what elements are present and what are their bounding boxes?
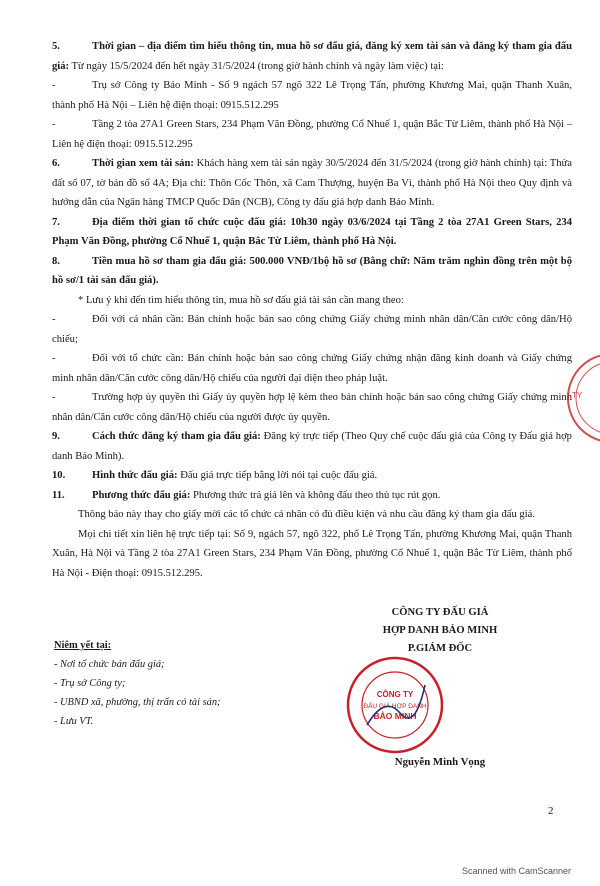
numbered-item: [52, 252, 572, 291]
numbered-item: [52, 154, 572, 213]
bullet-text: Đối với tổ chức cần: Bản chính hoặc bản sao công chứng Giấy chứng nhận đăng kinh doanh và Giấy chứng minh nhân dân/Căn cước công dân/Hộ chiếu của người đại diện theo pháp luật.: [52, 353, 572, 384]
item-number: 8.: [52, 255, 60, 267]
notice-line: - Lưu VT.: [54, 716, 94, 727]
numbered-item: [52, 37, 572, 76]
item-text: Khách hàng xem tài sản ngày 30/5/2024 đến 31/5/2024 (trong giờ hành chính) tại: Thửa đất số 07, tờ bản đồ số 4A; Địa chỉ: Thôn Cốc Thôn, xã Cam Thượng, huyện Ba Vì, thành phố Hà Nội theo Quy định và hướng dẫn của Ngân hàng TMCP Quốc Dân (NCB), Công ty đấu giá hợp danh Bảo Minh.: [52, 158, 572, 208]
scanner-footer: Scanned with CamScanner: [462, 866, 572, 876]
item-number: 5.: [52, 41, 60, 52]
bullet-item: [52, 349, 572, 388]
item-text: Từ ngày 15/5/2024 đến hết ngày 31/5/2024 (trong giờ hành chính và ngày làm việc) tại:: [69, 60, 444, 72]
bullet-text: Trụ sở Công ty Bảo Minh - Số 9 ngách 57 ngõ 322 Lê Trọng Tấn, phường Khương Mai, quận Thanh Xuân, thành phố Hà Nội – Liên hệ điện thoại: 0915.512.295: [52, 80, 572, 111]
item-number: 7.: [52, 216, 60, 228]
item-number: 6.: [52, 158, 60, 169]
bullet-text: Đối với cá nhân cần: Bản chính hoặc bản sao công chứng Giấy chứng minh nhân dân/Căn cước công dân/Hộ chiếu;: [52, 314, 572, 345]
item-heading: Thời gian xem tài sản:: [92, 158, 194, 169]
company-seal: [345, 655, 445, 755]
seal-line-1: CÔNG TY: [376, 690, 414, 699]
signer-role: P.GIÁM ĐỐC: [407, 643, 473, 654]
paragraph: * Lưu ý khi đến tìm hiểu thông tin, mua hồ sơ đấu giá tài sản cần mang theo:: [78, 294, 404, 306]
item-heading: Tiền mua hồ sơ tham gia đấu giá: 500.000 VNĐ/1bộ hồ sơ (Bằng chữ: Năm trăm nghìn đồng trên một bộ hồ sơ/1 tài sản đấu giá).: [52, 255, 572, 286]
signature-block: [330, 604, 550, 658]
item-heading: Thời gian – địa điểm tìm hiểu thông tin, mua hồ sơ đấu giá, đăng ký xem tài sản và đăng ký tham gia đấu giá:: [52, 41, 572, 72]
document-body: [52, 37, 572, 583]
bullet-dash: -: [52, 353, 56, 364]
paragraph: Mọi chi tiết xin liên hệ trực tiếp tại: Số 9, ngách 57, ngõ 322, phố Lê Trọng Tấn, phường Khương Mai, quận Thanh Xuân, Hà Nội và Tầng 2 tòa 27A1 Green Stars, 234 Phạm Văn Đồng, phường Cổ Nhuế 1, quận Bắc Từ Liêm, thành phố Hà Nội - Điện thoại: 0915.512.295.: [52, 528, 572, 579]
seal-line-3: BẢO MINH: [373, 711, 417, 721]
item-heading: Hình thức đấu giá:: [92, 470, 178, 481]
bullet-dash: -: [52, 119, 56, 130]
numbered-item: [52, 466, 572, 486]
bullet-item: [52, 115, 572, 154]
item-heading: Địa điểm thời gian tổ chức cuộc đấu giá: 10h30 ngày 03/6/2024 tại Tầng 2 tòa 27A1 Green Stars, 234 Phạm Văn Đồng, phường Cổ Nhuế 1, quận Bắc Từ Liêm, thành phố Hà Nội.: [52, 216, 572, 247]
bullet-text: Trường hợp ủy quyền thì Giấy ủy quyền hợp lệ kèm theo bản chính hoặc bản sao công chứng Giấy chứng minh nhân dân/Căn cước công dân/Hộ chiếu của người được ủy quyền.: [52, 392, 572, 423]
numbered-item: [52, 486, 572, 506]
bullet-item: [52, 76, 572, 115]
bullet-item: [52, 310, 572, 349]
bullet-item: [52, 388, 572, 427]
notice-line: - UBND xã, phường, thị trấn có tài sản;: [54, 697, 221, 708]
notice-line: - Nơi tổ chức bán đấu giá;: [54, 659, 165, 670]
seal-line-2: ĐẤU GIÁ HỢP DANH: [363, 703, 427, 710]
notice-heading: Niêm yết tại:: [54, 640, 112, 651]
side-seal-fragment: [552, 350, 600, 445]
item-heading: Cách thức đăng ký tham gia đấu giá:: [92, 431, 261, 442]
item-number: 11.: [52, 489, 65, 501]
signer-name: Nguyễn Minh Vọng: [394, 756, 486, 768]
item-number: 10.: [52, 470, 66, 481]
bullet-dash: -: [52, 314, 56, 325]
page-number: 2: [548, 805, 554, 817]
item-heading: Phương thức đấu giá:: [92, 489, 191, 501]
item-number: 9.: [52, 431, 60, 442]
numbered-item: [52, 213, 572, 252]
bullet-text: Tầng 2 tòa 27A1 Green Stars, 234 Phạm Văn Đồng, phường Cổ Nhuế 1, quận Bắc Từ Liêm, thành phố Hà Nội – Liên hệ điện thoại: 0915.512.295: [52, 119, 572, 150]
notice-block: [54, 636, 294, 731]
bullet-dash: -: [52, 80, 56, 91]
company-line-1: CÔNG TY ĐẤU GIÁ: [391, 607, 489, 618]
svg-text:TY: TY: [572, 391, 583, 400]
notice-line: - Trụ sở Công ty;: [54, 678, 126, 689]
paragraph: Thông báo này thay cho giấy mời các tổ chức cá nhân có đủ điều kiện và nhu cầu đăng ký tham gia đấu giá.: [78, 509, 536, 520]
item-text: Đấu giá trực tiếp bằng lời nói tại cuộc đấu giá.: [177, 470, 378, 481]
company-line-2: HỢP DANH BẢO MINH: [382, 625, 498, 636]
item-text: Phương thức trả giá lên và không đấu theo thủ tục rút gọn.: [190, 489, 441, 501]
numbered-item: [52, 427, 572, 466]
item-text: Đăng ký trực tiếp (Theo Quy chế cuộc đấu giá của Công ty Đấu giá hợp danh Bảo Minh).: [52, 431, 572, 462]
bullet-dash: -: [52, 392, 56, 403]
